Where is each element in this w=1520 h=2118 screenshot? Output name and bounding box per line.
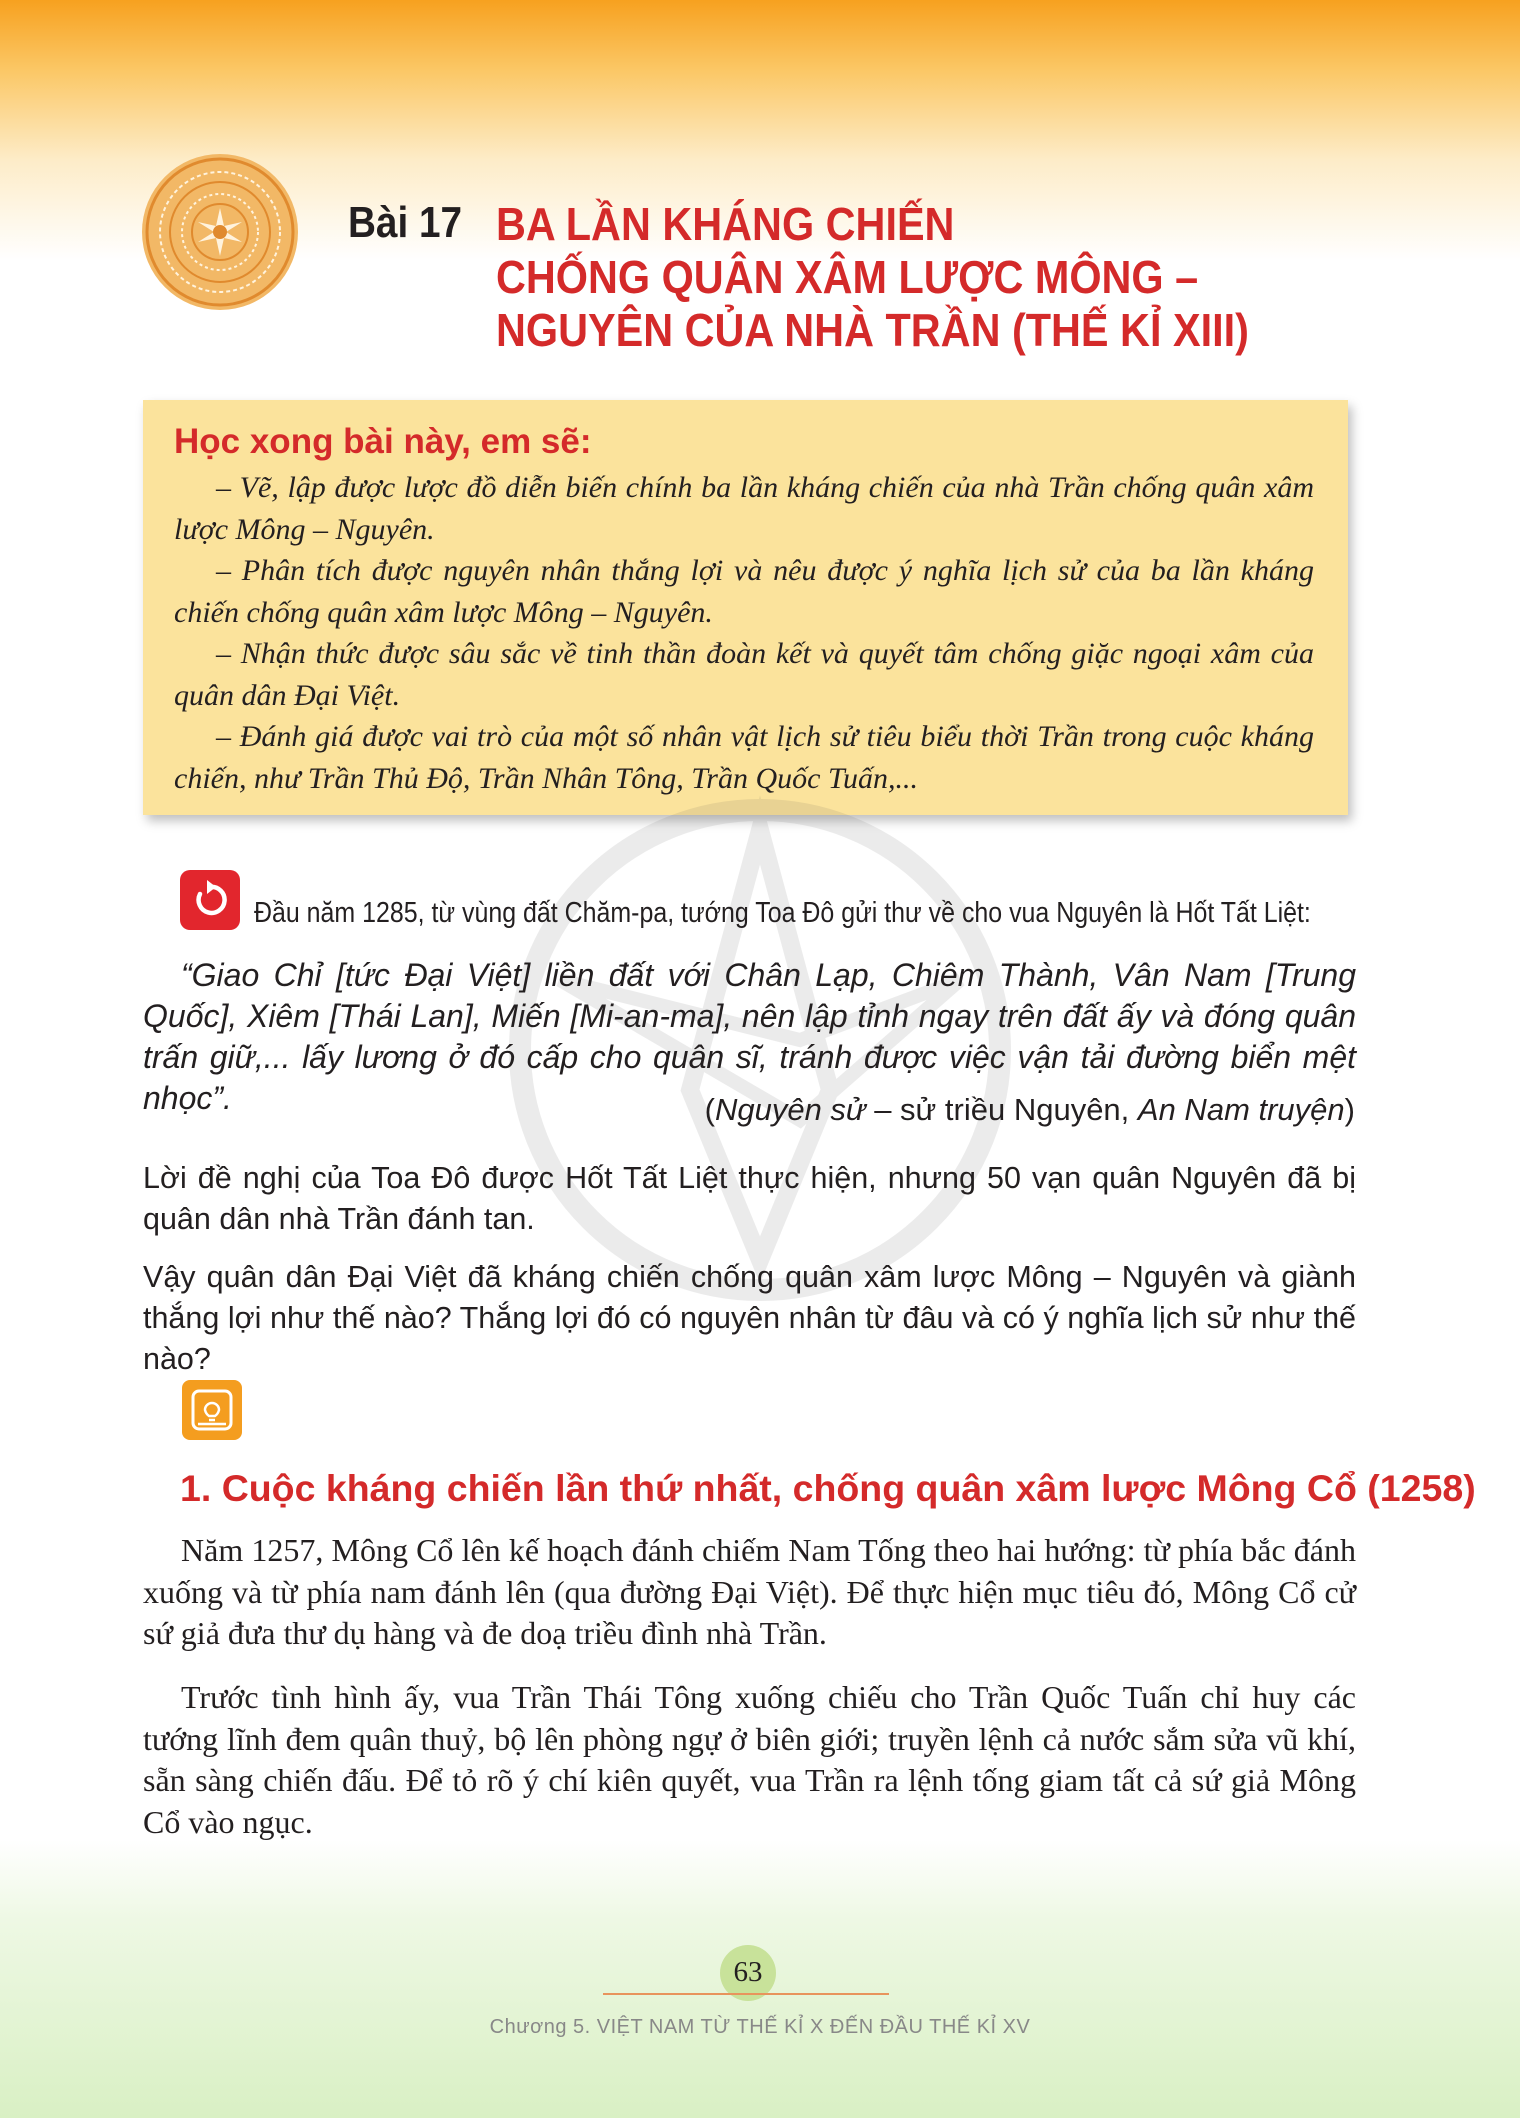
explore-icon [182, 1380, 242, 1440]
objectives-list [174, 467, 1314, 799]
page-number: 63 [733, 1956, 763, 1988]
lesson-title-line: CHỐNG QUÂN XÂM LƯỢC MÔNG – [496, 251, 1199, 303]
objective-item: – Nhận thức được sâu sắc về tinh thần đoàn kết và quyết tâm chống giặc ngoại xâm của quân dân Đại Việt. [174, 637, 1314, 712]
section-heading: 1. Cuộc kháng chiến lần thứ nhất, chống quân xâm lược Mông Cổ (1258) [180, 1467, 1476, 1509]
objectives-heading: Học xong bài này, em sẽ: [174, 422, 592, 461]
quote-citation: (Nguyên sử – sử triều Nguyên, An Nam truyện) [704, 1092, 1355, 1127]
objective-item: – Vẽ, lập được lược đồ diễn biến chính ba lần kháng chiến của nhà Trần chống quân xâm lược Mông – Nguyên. [174, 471, 1314, 546]
bronze-drum-emblem-icon [140, 152, 300, 312]
objective-item: – Phân tích được nguyên nhân thắng lợi và nêu được ý nghĩa lịch sử của ba lần kháng chiến chống quân xâm lược Mông – Nguyên. [174, 554, 1314, 629]
intro-lead: Đầu năm 1285, từ vùng đất Chăm-pa, tướng Toa Đô gửi thư về cho vua Nguyên là Hốt Tất Liệt: [254, 897, 1311, 929]
lesson-title-line: BA LẦN KHÁNG CHIẾN [496, 198, 955, 250]
citation-source: Nguyên sử [714, 1092, 866, 1127]
citation-mid: – sử triều Nguyên, [865, 1092, 1138, 1127]
citation-work: An Nam truyện [1137, 1092, 1345, 1127]
historical-quote: “Giao Chỉ [tức Đại Việt] liền đất với Chân Lạp, Chiêm Thành, Vân Nam [Trung Quốc], Xiêm [Thái Lan], Miến [Mi-an-ma], nên lập tỉnh ngay trên đất ấy và đóng quân trấn giữ,... lấy lương ở đó cấp cho quân sĩ, tránh được việc vận tải đường biển mệt nhọc”. [143, 957, 1356, 1116]
chapter-footer: Chương 5. VIỆT NAM TỪ THẾ KỈ X ĐẾN ĐẦU THẾ KỈ XV [489, 2016, 1031, 2038]
start-icon [180, 870, 240, 930]
intro-paragraph: Lời đề nghị của Toa Đô được Hốt Tất Liệt thực hiện, nhưng 50 vạn quân Nguyên đã bị quân dân nhà Trần đánh tan. [143, 1161, 1356, 1236]
objective-item: – Đánh giá được vai trò của một số nhân vật lịch sử tiêu biểu thời Trần trong cuộc kháng chiến, như Trần Thủ Độ, Trần Nhân Tông, Trần Quốc Tuấn,... [174, 720, 1314, 795]
intro-question: Vậy quân dân Đại Việt đã kháng chiến chống quân xâm lược Mông – Nguyên và giành thắng lợi như thế nào? Thắng lợi đó có nguyên nhân từ đâu và có ý nghĩa lịch sử như thế nào? [143, 1260, 1356, 1376]
footer-divider [603, 1993, 889, 1995]
lesson-title [496, 198, 1249, 357]
lesson-title-line: NGUYÊN CỦA NHÀ TRẦN (THẾ KỈ XIII) [496, 304, 1249, 356]
lesson-number: Bài 17 [348, 198, 463, 247]
section-paragraph: Năm 1257, Mông Cổ lên kế hoạch đánh chiếm Nam Tống theo hai hướng: từ phía bắc đánh xuống và từ phía nam đánh lên (qua đường Đại Việt). Để thực hiện mục tiêu đó, Mông Cổ cử sứ giả đưa thư dụ hàng và đe doạ triều đình nhà Trần. [143, 1532, 1356, 1651]
section-paragraph: Trước tình hình ấy, vua Trần Thái Tông xuống chiếu cho Trần Quốc Tuấn chỉ huy các tướng lĩnh đem quân thuỷ, bộ lên phòng ngự ở biên giới; truyền lệnh cả nước sắm sửa vũ khí, sẵn sàng chiến đấu. Để tỏ rõ ý chí kiên quyết, vua Trần ra lệnh tống giam tất cả sứ giả Mông Cổ vào ngục. [143, 1679, 1356, 1840]
